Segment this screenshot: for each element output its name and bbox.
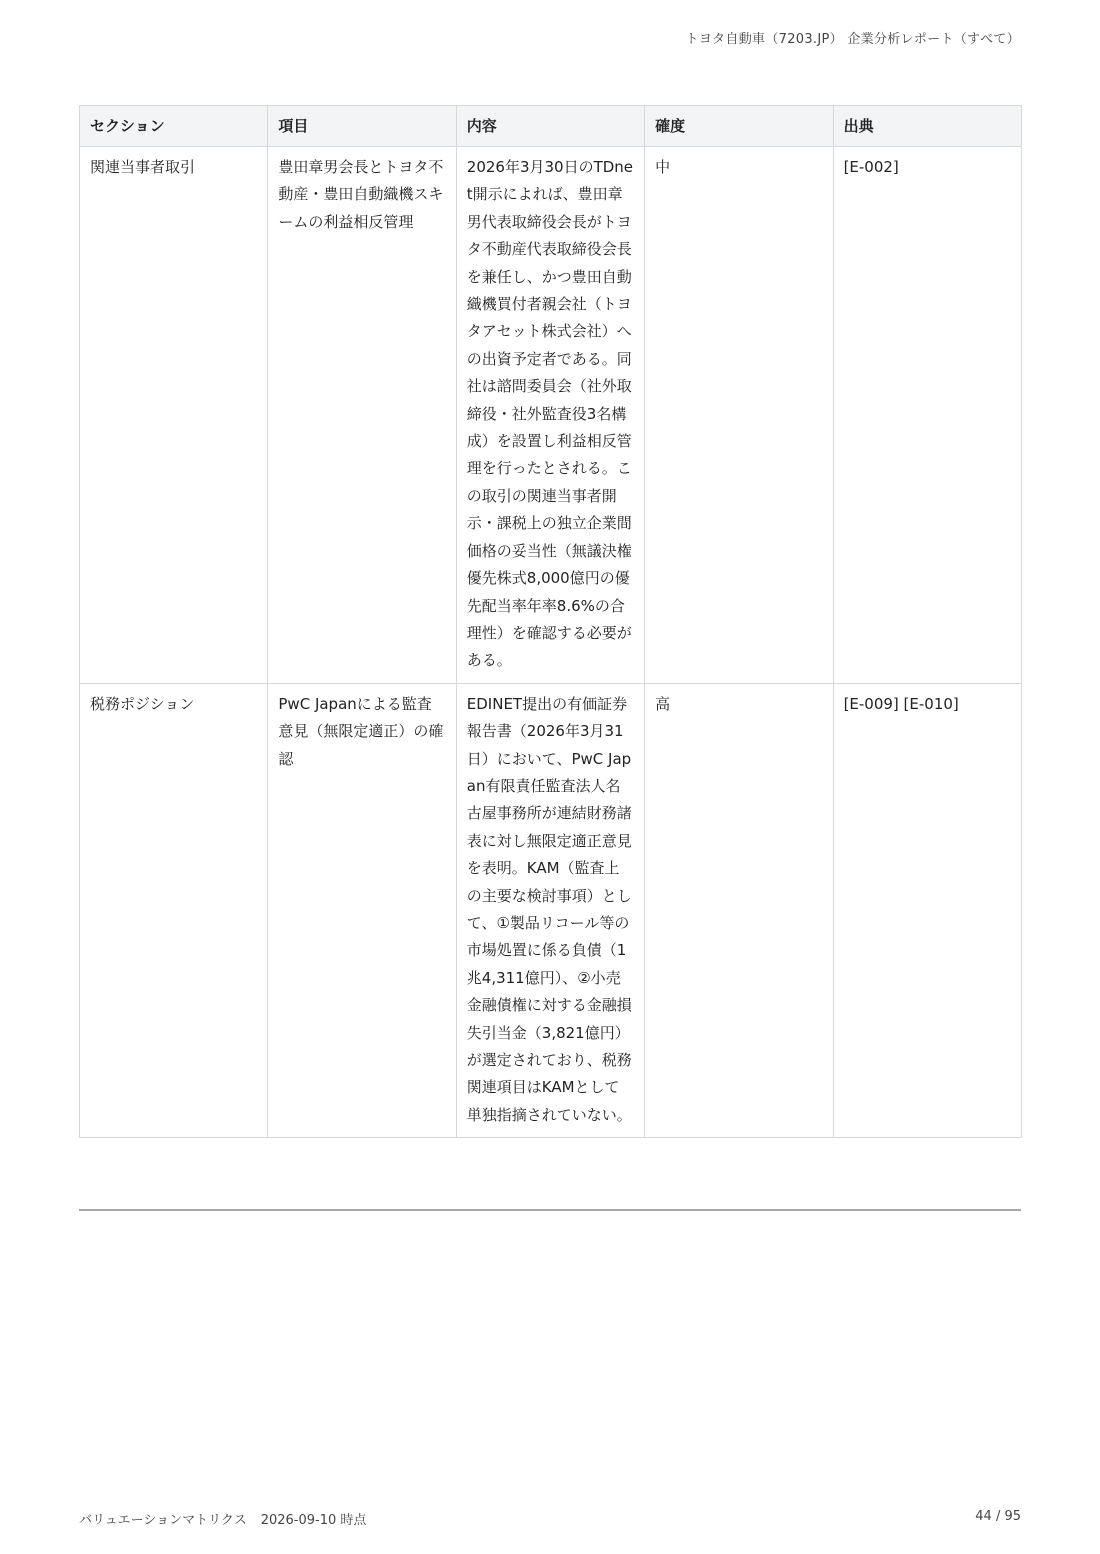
cell-source: [E-002] — [833, 147, 1021, 684]
cell-section: 関連当事者取引 — [80, 147, 268, 684]
cell-confidence: 中 — [645, 147, 833, 684]
table-row — [80, 147, 1022, 684]
footer-brand: バリュエーションマトリクス — [79, 1513, 247, 1528]
cell-confidence: 高 — [645, 683, 833, 1138]
footer-timestamp: 2026-09-10 時点 — [260, 1513, 367, 1528]
column-header-source: 出典 — [833, 106, 1021, 147]
analysis-table-container — [79, 105, 1021, 1138]
column-header-confidence: 確度 — [645, 106, 833, 147]
table-row — [80, 683, 1022, 1138]
analysis-table — [79, 105, 1022, 1138]
cell-source: [E-009] [E-010] — [833, 683, 1021, 1138]
page-number: 44 / 95 — [975, 1509, 1021, 1524]
cell-item: PwC Japanによる監査意見（無限定適正）の確認 — [268, 683, 456, 1138]
cell-content: 2026年3月30日のTDnet開示によれば、豊田章男代表取締役会長がトヨタ不動産代表取締役会長を兼任し、かつ豊田自動織機買付者親会社（トヨタアセット株式会社）への出資予定者である。同社は諮問委員会（社外取締役・社外監査役3名構成）を設置し利益相反管理を行ったとされる。この取引の関連当事者開示・課税上の独立企業間価格の妥当性（無議決権優先株式8,000億円の優先配当率年率8.6%の合理性）を確認する必要がある。 — [456, 147, 644, 684]
cell-content: EDINET提出の有価証券報告書（2026年3月31日）において、PwC Japan有限責任監査法人名古屋事務所が連結財務諸表に対し無限定適正意見を表明。KAM（監査上の主要な検討事項）として、①製品リコール等の市場処置に係る負債（1兆4,311億円）、②小売金融債権に対する金融損失引当金（3,821億円）が選定されており、税務関連項目はKAMとして単独指摘されていない。 — [456, 683, 644, 1138]
cell-item: 豊田章男会長とトヨタ不動産・豊田自動織機スキームの利益相反管理 — [268, 147, 456, 684]
column-header-content: 内容 — [456, 106, 644, 147]
running-header-title: トヨタ自動車（7203.JP） 企業分析レポート（すべて） — [685, 32, 1020, 47]
cell-section: 税務ポジション — [80, 683, 268, 1138]
page-footer — [79, 1509, 366, 1528]
section-divider — [79, 1209, 1021, 1211]
column-header-item: 項目 — [268, 106, 456, 147]
column-header-section: セクション — [80, 106, 268, 147]
table-header-row — [80, 106, 1022, 147]
